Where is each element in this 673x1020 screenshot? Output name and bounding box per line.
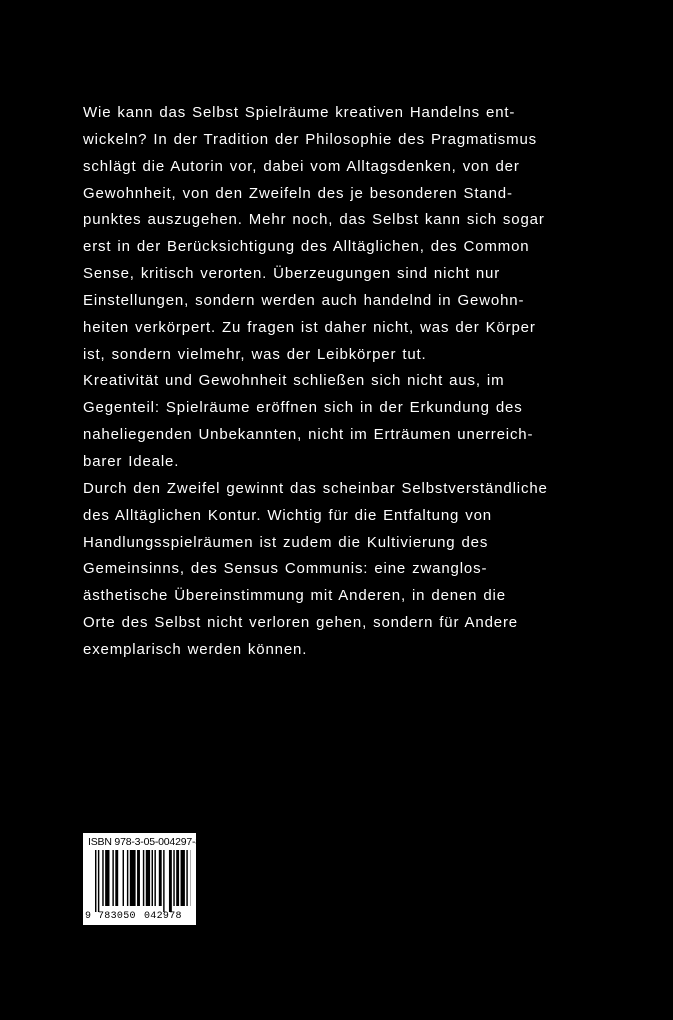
barcode-bar (112, 850, 113, 906)
barcode-bar (186, 850, 187, 906)
barcode-bar (127, 850, 128, 906)
blurb-line: heiten verkörpert. Zu fragen ist daher nicht, was der Körper (83, 318, 536, 336)
barcode-bars (95, 850, 191, 912)
blurb-line: ästhetische Übereinstimmung mit Anderen, in denen die (83, 587, 506, 605)
blurb-line: Handlungsspielräumen ist zudem die Kultivierung des (83, 533, 489, 551)
barcode-bar (102, 850, 103, 906)
barcode-bar (181, 850, 185, 906)
blurb-line: barer Ideale. (83, 452, 180, 470)
blurb-line: Kreativität und Gewohnheit schließen sich nicht aus, im (83, 372, 505, 390)
barcode-bar (98, 850, 99, 912)
barcode-bar (137, 850, 140, 906)
barcode-bar (176, 850, 179, 906)
blurb-line: Einstellungen, sondern werden auch handelnd in Gewohn- (83, 291, 525, 309)
blurb-line: wickeln? In der Tradition der Philosophie des Pragmatismus (83, 130, 537, 148)
barcode-bar (146, 850, 150, 906)
blurb-line: erst in der Berücksichtigung des Alltäglichen, des Common (83, 238, 530, 256)
blurb-line: punktes auszugehen. Mehr noch, das Selbst kann sich sogar (83, 211, 545, 229)
blurb-line: schlägt die Autorin vor, dabei vom Alltagsdenken, von der (83, 157, 520, 175)
blurb-line: Orte des Selbst nicht verloren gehen, sondern für Andere (83, 614, 518, 632)
barcode-bar (154, 850, 155, 906)
blurb-line: ist, sondern vielmehr, was der Leibkörper tut. (83, 345, 427, 363)
isbn-barcode (83, 833, 201, 925)
isbn-label: ISBN 978-3-05-004297-8 (88, 836, 201, 848)
blurb-line: naheliegenden Unbekannten, nicht im Erträumen unerreich- (83, 426, 534, 444)
blurb-line: Durch den Zweifel gewinnt das scheinbar Selbstverständliche (83, 479, 548, 497)
barcode-bar (115, 850, 118, 906)
barcode-digit-first: 9 (85, 911, 92, 922)
blurb-line: Sense, kritisch verorten. Überzeugungen sind nicht nur (83, 265, 501, 283)
barcode-bar (159, 850, 162, 906)
barcode-digits-right: 042978 (144, 911, 182, 922)
barcode-bar (169, 850, 172, 912)
barcode-bar (173, 850, 174, 906)
blurb-line: Gegenteil: Spielräume eröffnen sich in der Erkundung des (83, 399, 523, 417)
barcode-bar (152, 850, 153, 906)
barcode-bar (130, 850, 136, 906)
blurb-line: Gewohnheit, von den Zweifeln des je besonderen Stand- (83, 184, 513, 202)
blurb-line: Wie kann das Selbst Spielräume kreativen Handelns ent- (83, 104, 516, 121)
barcode-bar (123, 850, 124, 906)
barcode-bar (105, 850, 109, 906)
barcode-bar (95, 850, 96, 912)
barcode-bar (143, 850, 144, 906)
blurb-line: des Alltäglichen Kontur. Wichtig für die Entfaltung von (83, 506, 492, 524)
back-cover-blurb (83, 100, 603, 664)
barcode-graphic (95, 850, 191, 912)
barcode-digits-left: 783050 (98, 911, 136, 922)
blurb-line: Gemeinsinns, des Sensus Communis: eine zwanglos- (83, 560, 488, 578)
blurb-line: exemplarisch werden können. (83, 640, 308, 658)
barcode-bar (163, 850, 164, 912)
